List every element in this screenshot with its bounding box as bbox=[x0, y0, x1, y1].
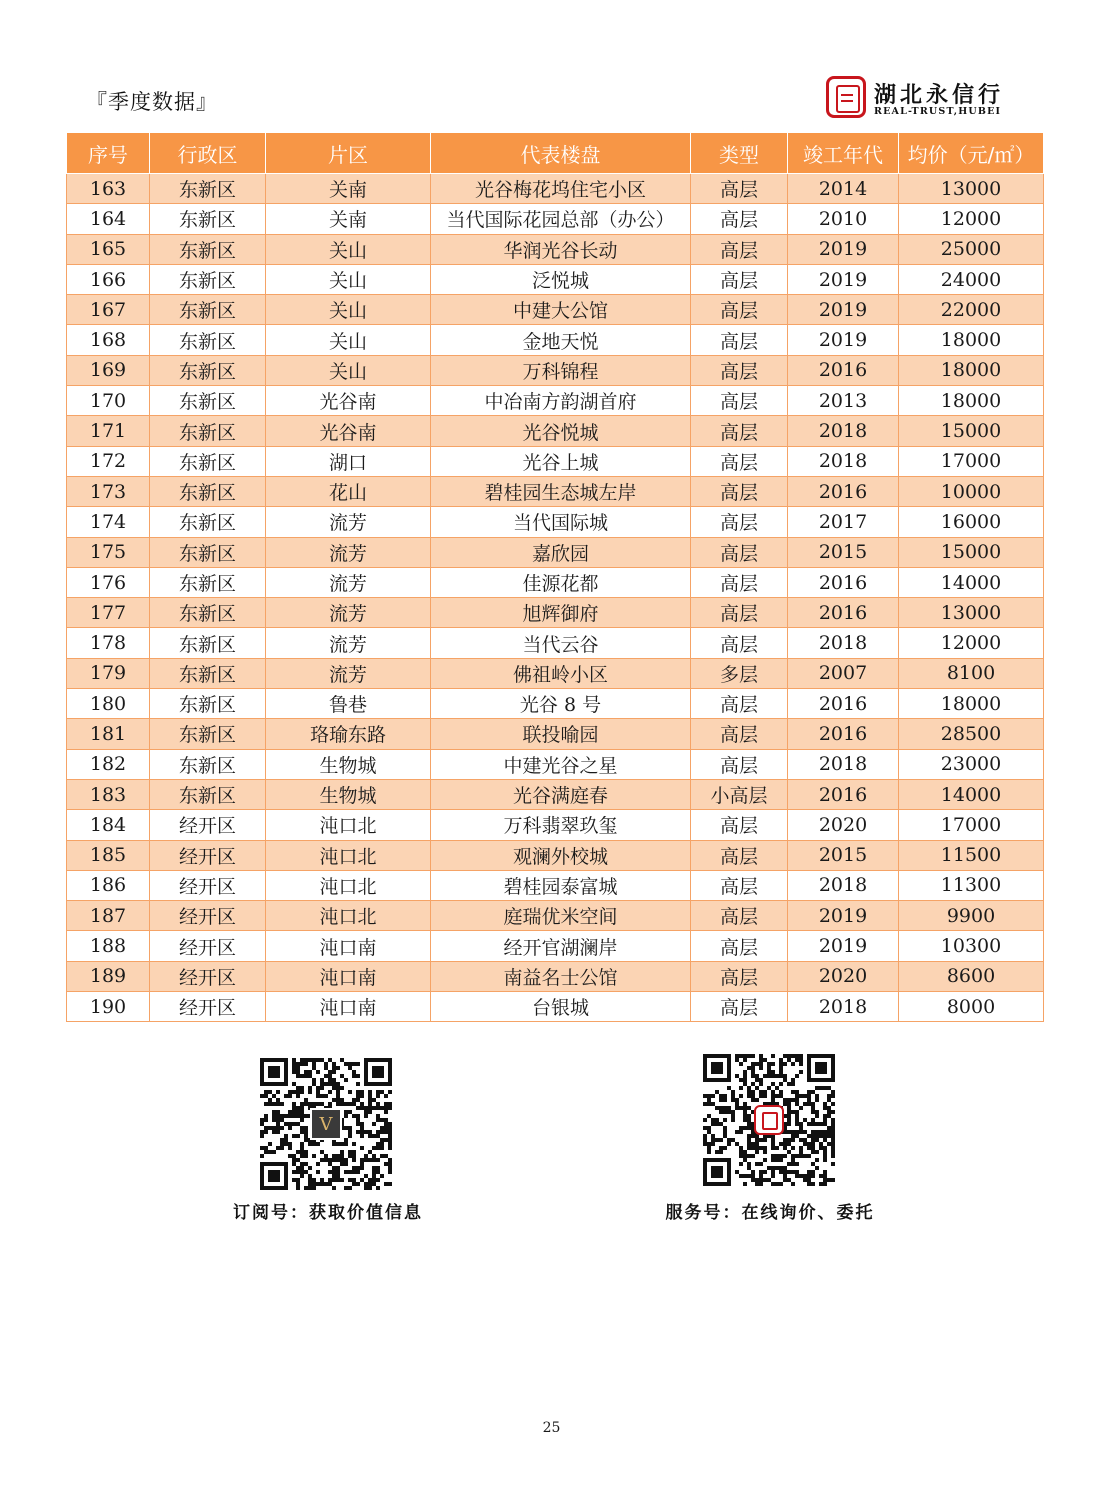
cell-col-type: 高层 bbox=[691, 325, 788, 355]
cell-col-area: 关山 bbox=[266, 325, 431, 355]
cell-col-area: 珞瑜东路 bbox=[266, 719, 431, 749]
cell-col-area: 关山 bbox=[266, 234, 431, 264]
cell-col-type: 高层 bbox=[691, 961, 788, 991]
header-col-area: 片区 bbox=[266, 133, 431, 174]
cell-col-index: 190 bbox=[67, 992, 150, 1022]
cell-col-district: 东新区 bbox=[150, 295, 266, 325]
cell-col-project: 光谷悦城 bbox=[431, 416, 691, 446]
cell-col-price: 24000 bbox=[899, 264, 1044, 294]
cell-col-year: 2018 bbox=[788, 628, 899, 658]
cell-col-index: 178 bbox=[67, 628, 150, 658]
cell-col-project: 光谷 8 号 bbox=[431, 689, 691, 719]
seal-icon bbox=[826, 76, 866, 118]
cell-col-area: 流芳 bbox=[266, 658, 431, 688]
cell-col-price: 22000 bbox=[899, 295, 1044, 325]
logo-name-en: REAL-TRUST,HUBEI bbox=[874, 106, 1002, 117]
cell-col-year: 2017 bbox=[788, 507, 899, 537]
cell-col-price: 15000 bbox=[899, 416, 1044, 446]
cell-col-index: 186 bbox=[67, 870, 150, 900]
cell-col-price: 10300 bbox=[899, 931, 1044, 961]
cell-col-year: 2015 bbox=[788, 840, 899, 870]
cell-col-district: 东新区 bbox=[150, 658, 266, 688]
cell-col-district: 东新区 bbox=[150, 174, 266, 204]
cell-col-district: 东新区 bbox=[150, 628, 266, 658]
table-row bbox=[67, 204, 1044, 234]
cell-col-type: 高层 bbox=[691, 174, 788, 204]
cell-col-year: 2018 bbox=[788, 749, 899, 779]
cell-col-district: 东新区 bbox=[150, 204, 266, 234]
cell-col-district: 东新区 bbox=[150, 234, 266, 264]
header-col-district: 行政区 bbox=[150, 133, 266, 174]
table-row bbox=[67, 840, 1044, 870]
cell-col-index: 187 bbox=[67, 901, 150, 931]
qr-caption-subscription: 订阅号：获取价值信息 bbox=[233, 1203, 423, 1223]
table-row bbox=[67, 446, 1044, 476]
cell-col-project: 万科翡翠玖玺 bbox=[431, 810, 691, 840]
cell-col-project: 佳源花都 bbox=[431, 567, 691, 597]
cell-col-price: 18000 bbox=[899, 325, 1044, 355]
cell-col-index: 179 bbox=[67, 658, 150, 688]
cell-col-district: 东新区 bbox=[150, 355, 266, 385]
cell-col-type: 高层 bbox=[691, 476, 788, 506]
company-logo bbox=[826, 76, 1026, 122]
cell-col-district: 经开区 bbox=[150, 931, 266, 961]
cell-col-project: 万科锦程 bbox=[431, 355, 691, 385]
cell-col-area: 流芳 bbox=[266, 507, 431, 537]
cell-col-project: 观澜外校城 bbox=[431, 840, 691, 870]
cell-col-project: 庭瑞优米空间 bbox=[431, 901, 691, 931]
cell-col-project: 光谷梅花坞住宅小区 bbox=[431, 174, 691, 204]
cell-col-year: 2019 bbox=[788, 295, 899, 325]
cell-col-type: 高层 bbox=[691, 234, 788, 264]
qr-code-service[interactable] bbox=[703, 1054, 835, 1186]
cell-col-price: 8100 bbox=[899, 658, 1044, 688]
seal-icon bbox=[754, 1105, 784, 1135]
cell-col-project: 中建大公馆 bbox=[431, 295, 691, 325]
cell-col-project: 金地天悦 bbox=[431, 325, 691, 355]
header-col-index: 序号 bbox=[67, 133, 150, 174]
cell-col-index: 168 bbox=[67, 325, 150, 355]
table-row bbox=[67, 325, 1044, 355]
cell-col-project: 嘉欣园 bbox=[431, 537, 691, 567]
cell-col-area: 生物城 bbox=[266, 749, 431, 779]
cell-col-area: 沌口南 bbox=[266, 992, 431, 1022]
cell-col-index: 185 bbox=[67, 840, 150, 870]
cell-col-year: 2018 bbox=[788, 446, 899, 476]
cell-col-price: 18000 bbox=[899, 689, 1044, 719]
cell-col-year: 2013 bbox=[788, 386, 899, 416]
cell-col-district: 经开区 bbox=[150, 810, 266, 840]
cell-col-year: 2016 bbox=[788, 567, 899, 597]
cell-col-year: 2019 bbox=[788, 234, 899, 264]
table-row bbox=[67, 901, 1044, 931]
cell-col-project: 中建光谷之星 bbox=[431, 749, 691, 779]
table-row bbox=[67, 961, 1044, 991]
cell-col-area: 沌口北 bbox=[266, 810, 431, 840]
cell-col-type: 高层 bbox=[691, 992, 788, 1022]
cell-col-area: 关山 bbox=[266, 264, 431, 294]
cell-col-project: 碧桂园生态城左岸 bbox=[431, 476, 691, 506]
cell-col-area: 沌口北 bbox=[266, 901, 431, 931]
cell-col-type: 高层 bbox=[691, 810, 788, 840]
cell-col-index: 189 bbox=[67, 961, 150, 991]
cell-col-year: 2016 bbox=[788, 476, 899, 506]
cell-col-price: 17000 bbox=[899, 446, 1044, 476]
cell-col-district: 东新区 bbox=[150, 476, 266, 506]
cell-col-district: 经开区 bbox=[150, 870, 266, 900]
header-col-year: 竣工年代 bbox=[788, 133, 899, 174]
cell-col-area: 光谷南 bbox=[266, 386, 431, 416]
cell-col-area: 沌口北 bbox=[266, 840, 431, 870]
cell-col-index: 173 bbox=[67, 476, 150, 506]
cell-col-price: 9900 bbox=[899, 901, 1044, 931]
cell-col-year: 2016 bbox=[788, 598, 899, 628]
cell-col-type: 高层 bbox=[691, 355, 788, 385]
cell-col-project: 光谷上城 bbox=[431, 446, 691, 476]
cell-col-project: 当代云谷 bbox=[431, 628, 691, 658]
cell-col-district: 经开区 bbox=[150, 901, 266, 931]
cell-col-district: 东新区 bbox=[150, 446, 266, 476]
table-row bbox=[67, 507, 1044, 537]
cell-col-type: 高层 bbox=[691, 537, 788, 567]
cell-col-index: 163 bbox=[67, 174, 150, 204]
cell-col-area: 湖口 bbox=[266, 446, 431, 476]
cell-col-area: 关山 bbox=[266, 295, 431, 325]
cell-col-year: 2018 bbox=[788, 416, 899, 446]
cell-col-price: 12000 bbox=[899, 204, 1044, 234]
cell-col-price: 12000 bbox=[899, 628, 1044, 658]
cell-col-price: 18000 bbox=[899, 355, 1044, 385]
cell-col-district: 东新区 bbox=[150, 598, 266, 628]
header-col-project: 代表楼盘 bbox=[431, 133, 691, 174]
cell-col-type: 高层 bbox=[691, 901, 788, 931]
cell-col-year: 2016 bbox=[788, 689, 899, 719]
cell-col-project: 泛悦城 bbox=[431, 264, 691, 294]
cell-col-year: 2007 bbox=[788, 658, 899, 688]
table-row bbox=[67, 598, 1044, 628]
cell-col-price: 15000 bbox=[899, 537, 1044, 567]
cell-col-project: 光谷满庭春 bbox=[431, 779, 691, 809]
cell-col-index: 176 bbox=[67, 567, 150, 597]
cell-col-price: 13000 bbox=[899, 174, 1044, 204]
cell-col-type: 高层 bbox=[691, 386, 788, 416]
cell-col-district: 东新区 bbox=[150, 386, 266, 416]
cell-col-year: 2014 bbox=[788, 174, 899, 204]
cell-col-district: 东新区 bbox=[150, 264, 266, 294]
cell-col-price: 13000 bbox=[899, 598, 1044, 628]
qr-code-subscription[interactable] bbox=[260, 1058, 392, 1190]
v-badge-icon: V bbox=[310, 1108, 342, 1140]
cell-col-project: 台银城 bbox=[431, 992, 691, 1022]
qr-caption-service: 服务号：在线询价、委托 bbox=[665, 1203, 875, 1223]
cell-col-district: 经开区 bbox=[150, 992, 266, 1022]
cell-col-project: 碧桂园泰富城 bbox=[431, 870, 691, 900]
cell-col-type: 高层 bbox=[691, 840, 788, 870]
cell-col-area: 流芳 bbox=[266, 537, 431, 567]
cell-col-area: 关南 bbox=[266, 204, 431, 234]
table-body bbox=[67, 174, 1044, 1022]
cell-col-project: 中冶南方韵湖首府 bbox=[431, 386, 691, 416]
cell-col-project: 经开官湖澜岸 bbox=[431, 931, 691, 961]
cell-col-project: 南益名士公馆 bbox=[431, 961, 691, 991]
cell-col-type: 高层 bbox=[691, 689, 788, 719]
cell-col-year: 2016 bbox=[788, 355, 899, 385]
cell-col-index: 166 bbox=[67, 264, 150, 294]
cell-col-area: 流芳 bbox=[266, 567, 431, 597]
cell-col-year: 2016 bbox=[788, 779, 899, 809]
cell-col-district: 东新区 bbox=[150, 567, 266, 597]
cell-col-area: 关南 bbox=[266, 174, 431, 204]
cell-col-type: 高层 bbox=[691, 446, 788, 476]
header-col-type: 类型 bbox=[691, 133, 788, 174]
cell-col-district: 东新区 bbox=[150, 507, 266, 537]
cell-col-year: 2019 bbox=[788, 901, 899, 931]
cell-col-index: 165 bbox=[67, 234, 150, 264]
cell-col-district: 东新区 bbox=[150, 719, 266, 749]
cell-col-district: 东新区 bbox=[150, 537, 266, 567]
cell-col-year: 2010 bbox=[788, 204, 899, 234]
section-title: 『季度数据』 bbox=[86, 90, 218, 114]
cell-col-price: 8000 bbox=[899, 992, 1044, 1022]
cell-col-area: 流芳 bbox=[266, 598, 431, 628]
logo-name-cn: 湖北永信行 bbox=[874, 83, 1005, 108]
header-col-price: 均价（元/㎡） bbox=[899, 133, 1044, 174]
cell-col-index: 164 bbox=[67, 204, 150, 234]
table-row bbox=[67, 658, 1044, 688]
cell-col-price: 11500 bbox=[899, 840, 1044, 870]
cell-col-price: 28500 bbox=[899, 719, 1044, 749]
cell-col-index: 171 bbox=[67, 416, 150, 446]
cell-col-area: 沌口南 bbox=[266, 931, 431, 961]
cell-col-index: 174 bbox=[67, 507, 150, 537]
page-number: 25 bbox=[542, 1420, 561, 1436]
table-row bbox=[67, 628, 1044, 658]
cell-col-year: 2020 bbox=[788, 810, 899, 840]
cell-col-year: 2019 bbox=[788, 325, 899, 355]
cell-col-area: 关山 bbox=[266, 355, 431, 385]
cell-col-project: 旭辉御府 bbox=[431, 598, 691, 628]
table-row bbox=[67, 992, 1044, 1022]
table-row bbox=[67, 689, 1044, 719]
cell-col-index: 183 bbox=[67, 779, 150, 809]
cell-col-project: 当代国际花园总部（办公） bbox=[431, 204, 691, 234]
cell-col-type: 高层 bbox=[691, 628, 788, 658]
cell-col-price: 25000 bbox=[899, 234, 1044, 264]
table-row bbox=[67, 719, 1044, 749]
cell-col-year: 2016 bbox=[788, 719, 899, 749]
cell-col-type: 高层 bbox=[691, 931, 788, 961]
cell-col-price: 10000 bbox=[899, 476, 1044, 506]
cell-col-type: 高层 bbox=[691, 416, 788, 446]
cell-col-index: 182 bbox=[67, 749, 150, 779]
table-row bbox=[67, 537, 1044, 567]
table-row bbox=[67, 931, 1044, 961]
cell-col-district: 东新区 bbox=[150, 749, 266, 779]
cell-col-index: 184 bbox=[67, 810, 150, 840]
cell-col-project: 当代国际城 bbox=[431, 507, 691, 537]
cell-col-type: 高层 bbox=[691, 567, 788, 597]
cell-col-area: 流芳 bbox=[266, 628, 431, 658]
cell-col-project: 华润光谷长动 bbox=[431, 234, 691, 264]
cell-col-price: 8600 bbox=[899, 961, 1044, 991]
table-row bbox=[67, 295, 1044, 325]
cell-col-project: 联投喻园 bbox=[431, 719, 691, 749]
cell-col-index: 180 bbox=[67, 689, 150, 719]
cell-col-price: 14000 bbox=[899, 567, 1044, 597]
cell-col-district: 经开区 bbox=[150, 840, 266, 870]
cell-col-index: 170 bbox=[67, 386, 150, 416]
cell-col-type: 小高层 bbox=[691, 779, 788, 809]
cell-col-price: 14000 bbox=[899, 779, 1044, 809]
cell-col-area: 光谷南 bbox=[266, 416, 431, 446]
cell-col-area: 生物城 bbox=[266, 779, 431, 809]
cell-col-type: 高层 bbox=[691, 204, 788, 234]
cell-col-price: 18000 bbox=[899, 386, 1044, 416]
cell-col-index: 188 bbox=[67, 931, 150, 961]
cell-col-year: 2020 bbox=[788, 961, 899, 991]
cell-col-district: 东新区 bbox=[150, 325, 266, 355]
table-row bbox=[67, 779, 1044, 809]
cell-col-price: 16000 bbox=[899, 507, 1044, 537]
cell-col-index: 175 bbox=[67, 537, 150, 567]
cell-col-district: 东新区 bbox=[150, 416, 266, 446]
cell-col-year: 2015 bbox=[788, 537, 899, 567]
cell-col-index: 181 bbox=[67, 719, 150, 749]
cell-col-year: 2019 bbox=[788, 264, 899, 294]
cell-col-type: 高层 bbox=[691, 264, 788, 294]
cell-col-type: 多层 bbox=[691, 658, 788, 688]
cell-col-year: 2018 bbox=[788, 870, 899, 900]
cell-col-type: 高层 bbox=[691, 295, 788, 325]
table-row bbox=[67, 264, 1044, 294]
cell-col-type: 高层 bbox=[691, 507, 788, 537]
cell-col-area: 鲁巷 bbox=[266, 689, 431, 719]
cell-col-index: 167 bbox=[67, 295, 150, 325]
cell-col-type: 高层 bbox=[691, 870, 788, 900]
data-table bbox=[66, 132, 1044, 1022]
cell-col-year: 2018 bbox=[788, 992, 899, 1022]
cell-col-district: 东新区 bbox=[150, 779, 266, 809]
table-row bbox=[67, 810, 1044, 840]
table-row bbox=[67, 567, 1044, 597]
cell-col-area: 花山 bbox=[266, 476, 431, 506]
cell-col-year: 2019 bbox=[788, 931, 899, 961]
cell-col-district: 东新区 bbox=[150, 689, 266, 719]
cell-col-area: 沌口北 bbox=[266, 870, 431, 900]
table-row bbox=[67, 476, 1044, 506]
table-row bbox=[67, 386, 1044, 416]
cell-col-district: 经开区 bbox=[150, 961, 266, 991]
cell-col-price: 17000 bbox=[899, 810, 1044, 840]
table-header bbox=[67, 133, 1044, 174]
table-row bbox=[67, 870, 1044, 900]
cell-col-area: 沌口南 bbox=[266, 961, 431, 991]
cell-col-index: 169 bbox=[67, 355, 150, 385]
cell-col-project: 佛祖岭小区 bbox=[431, 658, 691, 688]
table-row bbox=[67, 355, 1044, 385]
table-row bbox=[67, 749, 1044, 779]
cell-col-index: 172 bbox=[67, 446, 150, 476]
cell-col-index: 177 bbox=[67, 598, 150, 628]
table-row bbox=[67, 234, 1044, 264]
table-row bbox=[67, 416, 1044, 446]
cell-col-price: 23000 bbox=[899, 749, 1044, 779]
cell-col-price: 11300 bbox=[899, 870, 1044, 900]
cell-col-type: 高层 bbox=[691, 719, 788, 749]
cell-col-type: 高层 bbox=[691, 598, 788, 628]
cell-col-type: 高层 bbox=[691, 749, 788, 779]
table-row bbox=[67, 174, 1044, 204]
